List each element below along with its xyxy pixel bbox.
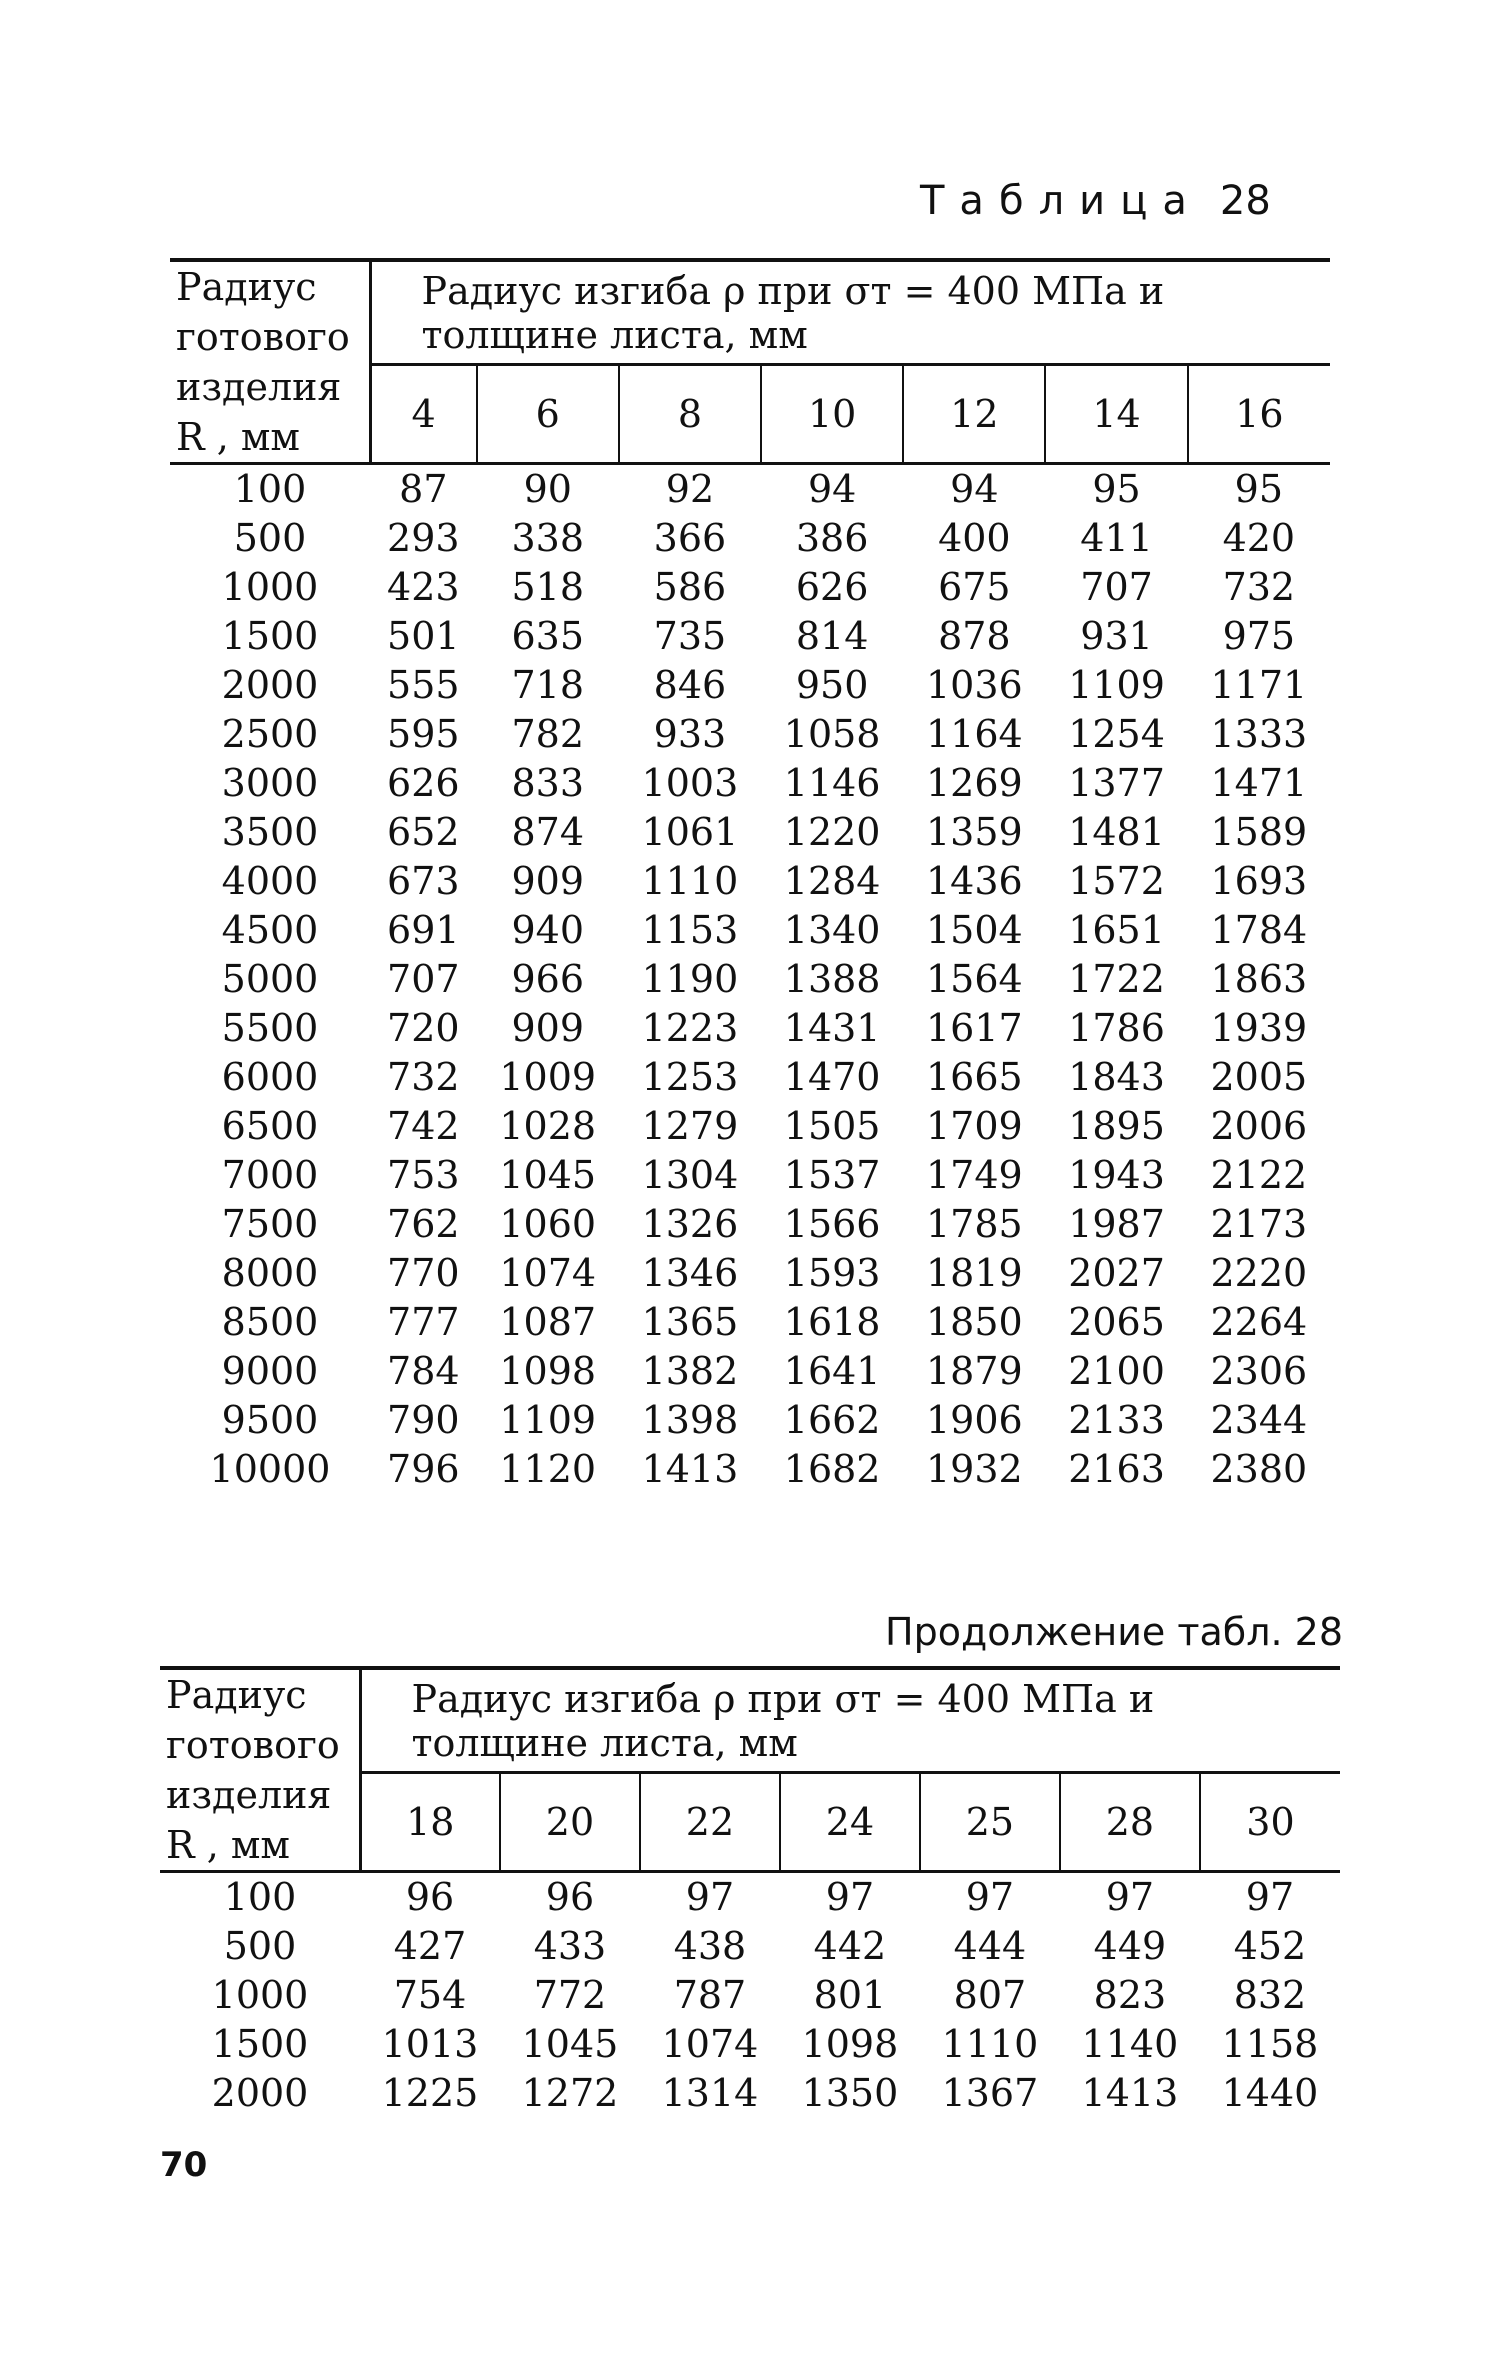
value-cell: 1365 — [641, 1300, 739, 1344]
table1-thickness-14: 14 — [1045, 365, 1187, 464]
value-cell: 1786 — [1068, 1006, 1165, 1050]
value-cell: 1879 — [925, 1349, 1023, 1393]
value-cell: 833 — [511, 761, 584, 805]
value-cell: 427 — [393, 1924, 467, 1968]
value-cell: 423 — [387, 565, 460, 609]
value-cell: 1223 — [641, 1006, 739, 1050]
value-cell: 782 — [511, 712, 584, 756]
hdr-line: изделия — [176, 365, 342, 409]
value-cell: 1350 — [801, 2071, 899, 2115]
value-cell: 673 — [387, 859, 460, 903]
value-cell: 97 — [1105, 1875, 1155, 1919]
value-cell: 753 — [387, 1153, 460, 1197]
value-cell: 1074 — [661, 2022, 759, 2066]
value-cell: 770 — [387, 1251, 460, 1295]
value-cell: 411 — [1080, 516, 1153, 560]
value-cell: 1651 — [1068, 908, 1165, 952]
table-row — [170, 1004, 1330, 1053]
radius-cell: 1500 — [221, 614, 319, 658]
value-cell: 787 — [673, 1973, 747, 2017]
value-cell: 1850 — [925, 1300, 1023, 1344]
value-cell: 1225 — [381, 2071, 479, 2115]
value-cell: 555 — [387, 663, 460, 707]
value-cell: 832 — [1233, 1973, 1307, 2017]
table1-thickness-8: 8 — [619, 365, 761, 464]
table-row — [170, 1151, 1330, 1200]
value-cell: 438 — [673, 1924, 747, 1968]
value-cell: 433 — [533, 1924, 607, 1968]
table2-thickness-24: 24 — [780, 1773, 920, 1872]
radius-cell: 4500 — [221, 908, 319, 952]
value-cell: 931 — [1080, 614, 1153, 658]
value-cell: 823 — [1093, 1973, 1167, 2017]
value-cell: 595 — [387, 712, 460, 756]
table2-title: Продолжение табл. 28 — [885, 1610, 1344, 1654]
radius-cell: 2000 — [221, 663, 319, 707]
value-cell: 1045 — [499, 1153, 597, 1197]
value-cell: 1060 — [499, 1202, 597, 1246]
value-cell: 1431 — [783, 1006, 881, 1050]
value-cell: 518 — [511, 565, 584, 609]
value-cell: 386 — [795, 516, 869, 560]
value-cell: 2306 — [1210, 1349, 1308, 1393]
value-cell: 293 — [387, 516, 460, 560]
value-cell: 2344 — [1210, 1398, 1308, 1442]
value-cell: 1641 — [783, 1349, 881, 1393]
value-cell: 1253 — [641, 1055, 739, 1099]
table1-thickness-12: 12 — [903, 365, 1045, 464]
hdr-line: R , мм — [176, 415, 300, 459]
table1-title — [920, 178, 1271, 224]
value-cell: 1413 — [1081, 2071, 1179, 2115]
radius-cell: 6000 — [221, 1055, 319, 1099]
value-cell: 94 — [807, 467, 857, 511]
table2-thickness-28: 28 — [1060, 1773, 1200, 1872]
table-row — [170, 808, 1330, 857]
value-cell: 2173 — [1210, 1202, 1308, 1246]
value-cell: 2122 — [1210, 1153, 1308, 1197]
value-cell: 1058 — [783, 712, 881, 756]
value-cell: 1618 — [783, 1300, 881, 1344]
table-row — [170, 563, 1330, 612]
table1 — [170, 258, 1330, 1494]
value-cell: 94 — [950, 467, 999, 511]
value-cell: 1665 — [925, 1055, 1023, 1099]
table-row — [170, 1053, 1330, 1102]
value-cell: 1382 — [641, 1349, 739, 1393]
value-cell: 909 — [511, 859, 584, 903]
table-row — [170, 661, 1330, 710]
value-cell: 1682 — [783, 1447, 881, 1491]
value-cell: 2220 — [1210, 1251, 1308, 1295]
value-cell: 966 — [511, 957, 584, 1001]
value-cell: 1140 — [1081, 2022, 1179, 2066]
value-cell: 718 — [511, 663, 584, 707]
value-cell: 950 — [795, 663, 869, 707]
table1-caption: Таблица — [920, 178, 1202, 224]
value-cell: 909 — [511, 1006, 584, 1050]
value-cell: 1564 — [925, 957, 1023, 1001]
value-cell: 1061 — [641, 810, 739, 854]
value-cell: 1190 — [641, 957, 739, 1001]
value-cell: 940 — [511, 908, 584, 952]
value-cell: 1398 — [641, 1398, 739, 1442]
table-row — [170, 1249, 1330, 1298]
value-cell: 1146 — [783, 761, 881, 805]
radius-cell: 3000 — [221, 761, 319, 805]
value-cell: 1895 — [1068, 1104, 1165, 1148]
value-cell: 2027 — [1068, 1251, 1165, 1295]
value-cell: 933 — [653, 712, 727, 756]
value-cell: 626 — [795, 565, 869, 609]
value-cell: 87 — [399, 467, 448, 511]
value-cell: 1003 — [641, 761, 739, 805]
radius-cell: 6500 — [221, 1104, 319, 1148]
radius-cell: 5000 — [221, 957, 319, 1001]
value-cell: 1284 — [783, 859, 881, 903]
value-cell: 444 — [953, 1924, 1027, 1968]
table-row — [160, 1922, 1340, 1971]
value-cell: 762 — [387, 1202, 460, 1246]
table-row — [170, 1200, 1330, 1249]
table-row — [170, 906, 1330, 955]
table-row — [170, 759, 1330, 808]
table2-row-header — [160, 1668, 360, 1872]
value-cell: 1843 — [1068, 1055, 1165, 1099]
value-cell: 1272 — [521, 2071, 619, 2115]
value-cell: 1470 — [783, 1055, 881, 1099]
value-cell: 1377 — [1068, 761, 1165, 805]
value-cell: 707 — [1080, 565, 1153, 609]
value-cell: 501 — [387, 614, 460, 658]
value-cell: 96 — [405, 1875, 455, 1919]
table2-thickness-25: 25 — [920, 1773, 1060, 1872]
value-cell: 807 — [953, 1973, 1027, 2017]
value-cell: 95 — [1234, 467, 1283, 511]
radius-cell: 9500 — [221, 1398, 319, 1442]
value-cell: 1388 — [783, 957, 881, 1001]
value-cell: 1367 — [941, 2071, 1039, 2115]
hdr-line: готового — [166, 1723, 340, 1767]
radius-cell: 5500 — [221, 1006, 319, 1050]
value-cell: 1164 — [925, 712, 1023, 756]
value-cell: 338 — [511, 516, 584, 560]
table2-thickness-20: 20 — [500, 1773, 640, 1872]
table1-thickness-4: 4 — [370, 365, 477, 464]
table2-body — [160, 1872, 1340, 2119]
value-cell: 1617 — [925, 1006, 1023, 1050]
value-cell: 784 — [387, 1349, 460, 1393]
table-row — [170, 1102, 1330, 1151]
table2-thickness-18: 18 — [360, 1773, 500, 1872]
table-row — [170, 514, 1330, 563]
value-cell: 1346 — [641, 1251, 739, 1295]
value-cell: 707 — [387, 957, 460, 1001]
value-cell: 1505 — [783, 1104, 881, 1148]
value-cell: 814 — [795, 614, 869, 658]
value-cell: 586 — [653, 565, 727, 609]
value-cell: 420 — [1222, 516, 1296, 560]
value-cell: 97 — [825, 1875, 875, 1919]
value-cell: 735 — [653, 614, 727, 658]
value-cell: 90 — [523, 467, 572, 511]
table-row — [170, 1298, 1330, 1347]
value-cell: 449 — [1093, 1924, 1167, 1968]
value-cell: 1333 — [1210, 712, 1308, 756]
page-number: 70 — [160, 2145, 208, 2185]
value-cell: 801 — [813, 1973, 887, 2017]
table-row — [160, 2020, 1340, 2069]
value-cell: 691 — [387, 908, 460, 952]
radius-cell: 1500 — [211, 2022, 309, 2066]
value-cell: 1074 — [499, 1251, 597, 1295]
table-row — [170, 612, 1330, 661]
value-cell: 1471 — [1210, 761, 1308, 805]
value-cell: 1098 — [499, 1349, 597, 1393]
value-cell: 2065 — [1068, 1300, 1165, 1344]
value-cell: 1504 — [925, 908, 1023, 952]
table-row — [170, 955, 1330, 1004]
value-cell: 1693 — [1210, 859, 1308, 903]
radius-cell: 8000 — [221, 1251, 319, 1295]
value-cell: 742 — [387, 1104, 460, 1148]
value-cell: 366 — [653, 516, 727, 560]
value-cell: 1481 — [1068, 810, 1165, 854]
value-cell: 1593 — [783, 1251, 881, 1295]
value-cell: 1153 — [641, 908, 739, 952]
radius-cell: 3500 — [221, 810, 319, 854]
value-cell: 1749 — [925, 1153, 1023, 1197]
value-cell: 97 — [685, 1875, 735, 1919]
value-cell: 1932 — [925, 1447, 1023, 1491]
value-cell: 95 — [1092, 467, 1141, 511]
table-row — [160, 2069, 1340, 2118]
radius-cell: 1000 — [221, 565, 319, 609]
radius-cell: 9000 — [221, 1349, 319, 1393]
value-cell: 1220 — [783, 810, 881, 854]
value-cell: 1009 — [499, 1055, 597, 1099]
value-cell: 1863 — [1210, 957, 1308, 1001]
value-cell: 1572 — [1068, 859, 1165, 903]
value-cell: 1314 — [661, 2071, 759, 2115]
value-cell: 1906 — [925, 1398, 1023, 1442]
value-cell: 1662 — [783, 1398, 881, 1442]
value-cell: 652 — [387, 810, 460, 854]
value-cell: 1013 — [381, 2022, 479, 2066]
value-cell: 1028 — [499, 1104, 597, 1148]
value-cell: 626 — [387, 761, 460, 805]
value-cell: 846 — [653, 663, 727, 707]
table-row — [170, 857, 1330, 906]
value-cell: 1120 — [499, 1447, 597, 1491]
radius-cell: 10000 — [209, 1447, 331, 1491]
table2-thickness-22: 22 — [640, 1773, 780, 1872]
value-cell: 732 — [1222, 565, 1296, 609]
radius-cell: 500 — [223, 1924, 297, 1968]
hdr-line: Радиус — [166, 1673, 307, 1717]
table1-thickness-16: 16 — [1188, 365, 1330, 464]
value-cell: 97 — [965, 1875, 1015, 1919]
value-cell: 2006 — [1210, 1104, 1308, 1148]
value-cell: 732 — [387, 1055, 460, 1099]
value-cell: 1340 — [783, 908, 881, 952]
value-cell: 796 — [387, 1447, 460, 1491]
table-row — [160, 1971, 1340, 2020]
value-cell: 975 — [1222, 614, 1296, 658]
table1-number: 28 — [1219, 178, 1271, 224]
value-cell: 1087 — [499, 1300, 597, 1344]
value-cell: 1566 — [783, 1202, 881, 1246]
value-cell: 754 — [393, 1973, 467, 2017]
table-row — [160, 1872, 1340, 1923]
radius-cell: 100 — [233, 467, 307, 511]
hdr-line: R , мм — [166, 1823, 290, 1867]
value-cell: 442 — [813, 1924, 887, 1968]
value-cell: 772 — [533, 1973, 607, 2017]
value-cell: 96 — [545, 1875, 595, 1919]
table-row — [170, 1445, 1330, 1494]
value-cell: 1987 — [1068, 1202, 1165, 1246]
value-cell: 2380 — [1210, 1447, 1308, 1491]
value-cell: 2133 — [1068, 1398, 1165, 1442]
value-cell: 1036 — [925, 663, 1023, 707]
value-cell: 1254 — [1068, 712, 1165, 756]
value-cell: 1537 — [783, 1153, 881, 1197]
value-cell: 1279 — [641, 1104, 739, 1148]
value-cell: 1110 — [941, 2022, 1039, 2066]
table1-row-header — [170, 260, 370, 464]
value-cell: 1110 — [641, 859, 739, 903]
value-cell: 1098 — [801, 2022, 899, 2066]
table2-thickness-30: 30 — [1200, 1773, 1340, 1872]
value-cell: 97 — [1245, 1875, 1295, 1919]
value-cell: 1785 — [925, 1202, 1023, 1246]
value-cell: 452 — [1233, 1924, 1307, 1968]
value-cell: 2100 — [1068, 1349, 1165, 1393]
value-cell: 1158 — [1221, 2022, 1319, 2066]
radius-cell: 8500 — [221, 1300, 319, 1344]
radius-cell: 2000 — [211, 2071, 309, 2115]
value-cell: 790 — [387, 1398, 460, 1442]
table-row — [170, 464, 1330, 515]
value-cell: 1109 — [499, 1398, 597, 1442]
table-row — [170, 1396, 1330, 1445]
value-cell: 1171 — [1210, 663, 1308, 707]
value-cell: 874 — [511, 810, 584, 854]
hdr-line: изделия — [166, 1773, 332, 1817]
radius-cell: 500 — [233, 516, 307, 560]
value-cell: 878 — [938, 614, 1011, 658]
value-cell: 720 — [387, 1006, 460, 1050]
value-cell: 2163 — [1068, 1447, 1165, 1491]
radius-cell: 7500 — [221, 1202, 319, 1246]
value-cell: 1359 — [925, 810, 1023, 854]
radius-cell: 4000 — [221, 859, 319, 903]
table1-thickness-6: 6 — [477, 365, 619, 464]
value-cell: 635 — [511, 614, 584, 658]
value-cell: 1109 — [1068, 663, 1165, 707]
hdr-line: Радиус — [176, 265, 317, 309]
value-cell: 2264 — [1210, 1300, 1308, 1344]
radius-cell: 2500 — [221, 712, 319, 756]
hdr-line: готового — [176, 315, 350, 359]
radius-cell: 100 — [223, 1875, 297, 1919]
value-cell: 1436 — [925, 859, 1023, 903]
value-cell: 1939 — [1210, 1006, 1308, 1050]
table2 — [160, 1666, 1340, 2118]
value-cell: 1709 — [925, 1104, 1023, 1148]
radius-cell: 7000 — [221, 1153, 319, 1197]
value-cell: 1326 — [641, 1202, 739, 1246]
value-cell: 675 — [938, 565, 1011, 609]
value-cell: 92 — [665, 467, 715, 511]
table1-group-header: Радиус изгиба ρ при σт = 400 МПа и толщине листа, мм — [370, 260, 1330, 365]
table-row — [170, 1347, 1330, 1396]
table2-group-header: Радиус изгиба ρ при σт = 400 МПа и толщине листа, мм — [360, 1668, 1340, 1773]
value-cell: 1045 — [521, 2022, 619, 2066]
table-row — [170, 710, 1330, 759]
value-cell: 1304 — [641, 1153, 739, 1197]
table1-body — [170, 464, 1330, 1495]
value-cell: 1943 — [1068, 1153, 1165, 1197]
value-cell: 400 — [938, 516, 1011, 560]
value-cell: 1819 — [925, 1251, 1023, 1295]
value-cell: 1589 — [1210, 810, 1308, 854]
value-cell: 1722 — [1068, 957, 1165, 1001]
value-cell: 1440 — [1221, 2071, 1319, 2115]
radius-cell: 1000 — [211, 1973, 309, 2017]
value-cell: 2005 — [1210, 1055, 1308, 1099]
value-cell: 1269 — [925, 761, 1023, 805]
table1-thickness-10: 10 — [761, 365, 903, 464]
value-cell: 1413 — [641, 1447, 739, 1491]
value-cell: 1784 — [1210, 908, 1308, 952]
value-cell: 777 — [387, 1300, 460, 1344]
